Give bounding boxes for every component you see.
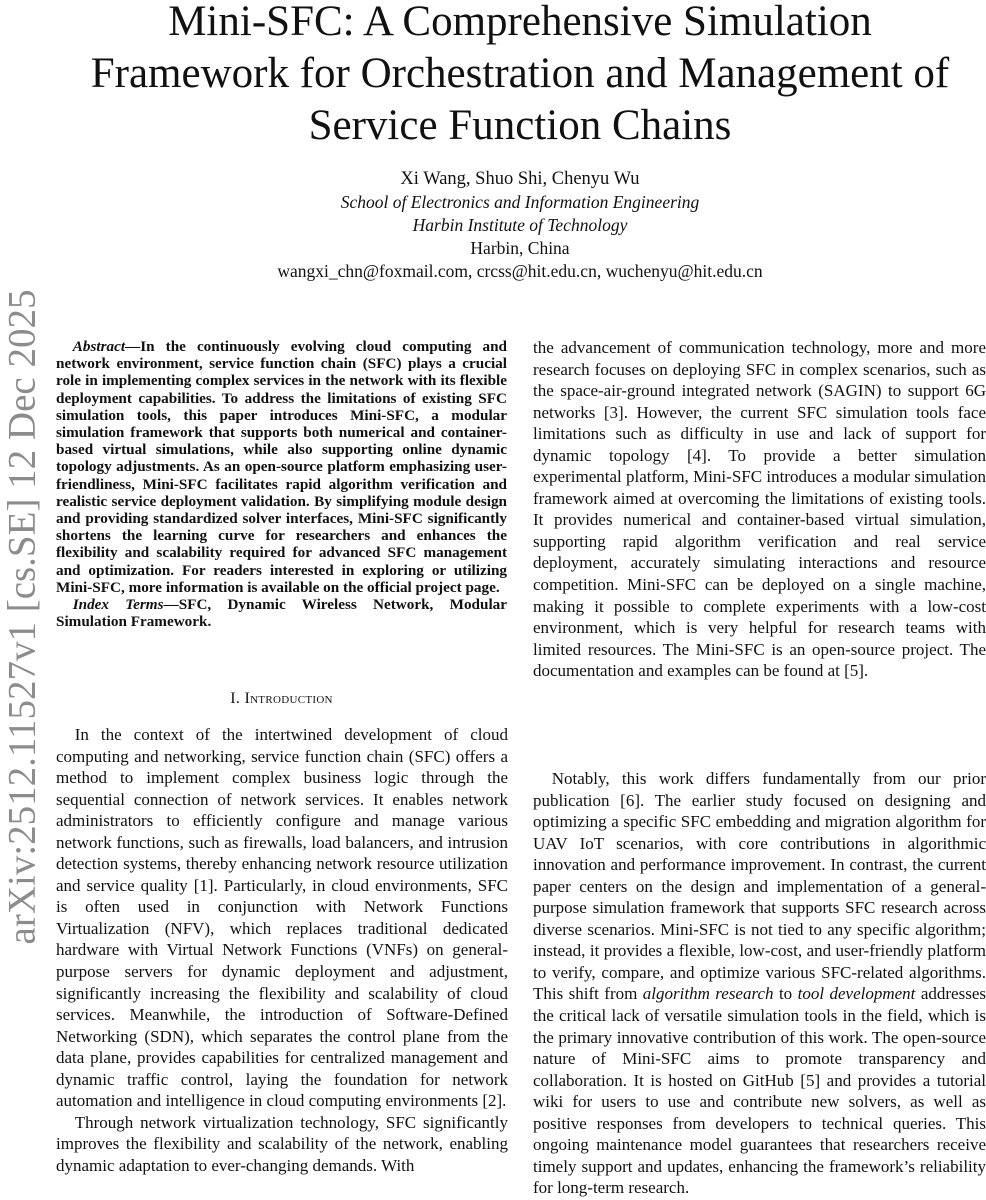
author-emails: wangxi_chn@foxmail.com, crcss@hit.edu.cn, wuchenyu@hit.edu.cn <box>277 261 763 281</box>
right-column-top <box>533 337 986 682</box>
section-heading <box>56 690 507 708</box>
abstract-paragraph: Abstract—In the continuously evolving cloud computing and network environment, service function chain (SFC) plays a crucial role in implementing complex services in the network with its flexible deployment capabilities. To address the limitations of existing SFC simulation tools, this paper introduces Mini-SFC, a modular simulation framework that supports both numerical and container-based virtual simulations, while also supporting online dynamic topology adjustments. As an open-source platform emphasizing user-friendliness, Mini-SFC facilitates rapid algorithm verification and realistic service deployment validation. By simplifying module design and providing standardized solver interfaces, Mini-SFC significantly shortens the learning curve for researchers and enhances the flexibility and scalability required for advanced SFC management and optimization. For readers interested in exploring or utilizing Mini-SFC, more information is available on the official project page. <box>56 338 507 596</box>
paper-title <box>60 0 980 152</box>
emphasis-text: tool development <box>797 984 916 1004</box>
body-text: Notably, this work differs fundamentally from our prior publication [6]. The earlier study focused on designing and optimizing a specific SFC embedding and migration algorithm for UAV IoT scenarios, with core contributions in algorithmic innovation and performance improvement. In contrast, the current paper centers on the design and implementation of a general-purpose simulation framework that supports SFC research across diverse scenarios. Mini-SFC is not tied to any specific algorithm; instead, it provides a flexible, low-cost, and user-friendly platform to verify, compare, and optimize various SFC-related algorithms. This shift from <box>533 769 986 1004</box>
left-column <box>56 724 508 1176</box>
title-line: Service Function Chains <box>308 102 732 149</box>
author-department: School of Electronics and Information Engineering <box>340 192 700 212</box>
body-text: addresses the critical lack of versatile simulation tools in the field, which is the primary innovative contribution of this work. The open-source nature of Mini-SFC aims to promote transparency and collaboration. It is hosted on GitHub [5] and provides a tutorial wiki for users to use and contribute new solvers, as well as positive responses from developers to technical queries. This ongoing maintenance model guarantees that researchers receive timely support and updates, enhancing the framework’s reliability for long-term research. <box>533 984 986 1198</box>
body-text: to <box>773 984 798 1004</box>
body-paragraph: the advancement of communication technology, more and more research focuses on deploying SFC in complex scenarios, such as the space-air-ground integrated network (SAGIN) to support 6G networks [3]. However, the current SFC simulation tools face limitations such as difficulty in use and lack of support for dynamic topology [4]. To provide a better simulation experimental platform, Mini-SFC introduces a modular simulation framework aimed at overcoming the limitations of existing tools. It provides numerical and container-based virtual simulation, supporting rapid algorithm verification and real service deployment, accurately simulating interactions and resource competition. Mini-SFC can be deployed on a single machine, making it possible to complete experiments with a low-cost environment, which is very helpful for research teams with limited resources. The Mini-SFC is an open-source project. The documentation and examples can be found at [5]. <box>533 338 986 681</box>
abstract-label: Abstract <box>72 338 126 355</box>
section-title: Introduction <box>244 690 333 707</box>
author-block <box>60 168 980 283</box>
section-number: I. <box>230 690 241 707</box>
index-terms-text: SFC, Dynamic Wireless Network, Modular Simulation Framework. <box>56 596 507 631</box>
author-location: Harbin, China <box>470 238 570 258</box>
abstract <box>56 338 507 630</box>
author-institution: Harbin Institute of Technology <box>412 215 628 235</box>
title-line: Framework for Orchestration and Management of <box>90 50 950 97</box>
body-paragraph <box>533 768 986 1199</box>
body-paragraph: In the context of the intertwined development of cloud computing and networking, service function chain (SFC) offers a method to implement complex business logic through the sequential connection of network services. It enables network administrators to efficiently configure and manage various network functions, such as firewalls, load balancers, and intrusion detection systems, thereby enhancing network resource utilization and service quality [1]. Particularly, in cloud environments, SFC is often used in conjunction with Network Functions Virtualization (NFV), which replaces traditional dedicated hardware with Virtual Network Functions (VNFs) on general-purpose servers for dynamic deployment and adjustment, significantly increasing the flexibility and scalability of cloud services. Meanwhile, the introduction of Software-Defined Networking (SDN), which separates the control plane from the data plane, provides capabilities for centralized management and dynamic traffic control, laying the foundation for network automation and intelligence in cloud computing environments [2]. <box>56 725 508 1111</box>
title-line: Mini-SFC: A Comprehensive Simulation <box>168 0 872 45</box>
arxiv-identifier <box>0 289 56 945</box>
abstract-text: In the continuously evolving cloud computing and network environment, service function chain (SFC) plays a crucial role in implementing complex services in the network with its flexible deployment capabilities. To address the limitations of existing SFC simulation tools, this paper introduces Mini-SFC, a modular simulation framework that supports both numerical and container-based virtual simulations, while also supporting online dynamic topology adjustments. As an open-source platform emphasizing user-friendliness, Mini-SFC facilitates rapid algorithm verification and realistic service deployment validation. By simplifying module design and providing standardized solver interfaces, Mini-SFC significantly shortens the learning curve for researchers and enhances the flexibility and scalability required for advanced SFC management and optimization. For readers interested in exploring or utilizing Mini-SFC, more information is available on the official project page. <box>56 338 507 596</box>
arxiv-identifier-text: arXiv:2512.11527v1 [cs.SE] 12 Dec 2025 <box>0 289 44 945</box>
author-names: Xi Wang, Shuo Shi, Chenyu Wu <box>400 169 640 189</box>
right-column-bottom <box>533 768 986 1199</box>
emphasis-text: algorithm research <box>642 984 774 1004</box>
index-terms-label: Index Terms <box>72 596 164 614</box>
body-paragraph: Through network virtualization technology, SFC significantly improves the flexibility and scalability of the network, enabling dynamic adaptation to ever-changing demands. With <box>56 1112 508 1175</box>
index-terms: Index Terms—SFC, Dynamic Wireless Network, Modular Simulation Framework. <box>56 596 507 631</box>
